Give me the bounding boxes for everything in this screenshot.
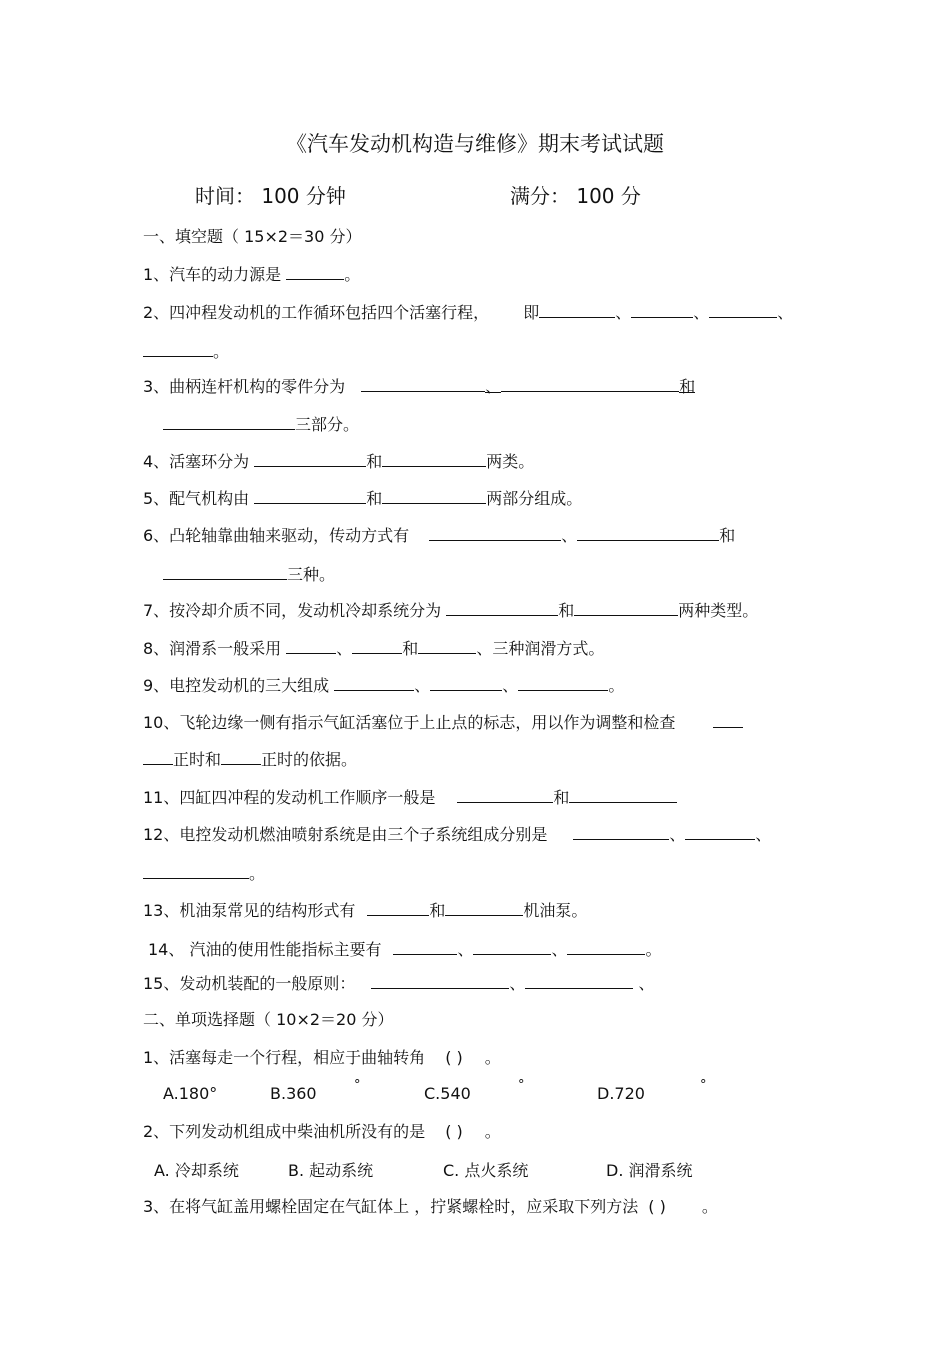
question-6: 6、凸轮轴靠曲轴来驱动，传动方式有 、 和	[143, 526, 736, 545]
question-12-cont: 。	[143, 862, 265, 885]
answer-blank[interactable]	[221, 748, 261, 765]
answer-blank[interactable]	[713, 711, 743, 728]
answer-blank[interactable]	[163, 563, 287, 580]
answer-blank[interactable]	[430, 674, 502, 691]
answer-blank[interactable]	[685, 823, 755, 840]
answer-blank[interactable]	[445, 899, 523, 916]
section-choice-heading: 二、单项选择题（ 10×2＝20 分）	[143, 1010, 394, 1029]
choice-1-option-a[interactable]: A.180°	[163, 1084, 218, 1103]
answer-blank[interactable]	[574, 599, 678, 616]
answer-blank[interactable]	[418, 637, 476, 654]
choice-2-option-a[interactable]: A. 冷却系统	[154, 1161, 239, 1180]
answer-blank[interactable]	[393, 938, 457, 955]
choice-1-option-c-unit: °	[518, 1078, 525, 1093]
question-6-cont: 三种。	[163, 563, 335, 586]
question-3: 3、曲柄连杆机构的零件分为 、 和	[143, 377, 696, 396]
exam-title: 《汽车发动机构造与维修》期末考试试题	[286, 132, 664, 156]
answer-blank[interactable]	[367, 899, 429, 916]
choice-1-option-b-unit: °	[354, 1078, 361, 1093]
answer-blank[interactable]	[631, 301, 693, 318]
answer-blank[interactable]	[539, 301, 615, 318]
answer-blank[interactable]	[371, 972, 509, 989]
answer-blank[interactable]	[567, 938, 645, 955]
answer-blank[interactable]	[286, 263, 344, 280]
answer-blank[interactable]	[334, 674, 414, 691]
question-5: 5、配气机构由 和 两部分组成。	[143, 489, 583, 508]
answer-blank[interactable]	[518, 674, 608, 691]
question-10: 10、飞轮边缘一侧有指示气缸活塞位于上止点的标志，用以作为调整和检查	[143, 711, 743, 734]
choice-1-option-d[interactable]: D.720	[597, 1084, 645, 1103]
question-1: 1、汽车的动力源是 。	[143, 265, 361, 284]
question-3-cont: 三部分。	[163, 413, 359, 436]
answer-blank[interactable]	[577, 524, 719, 541]
answer-blank[interactable]	[361, 375, 485, 392]
question-4: 4、活塞环分为 和 两类。	[143, 452, 535, 471]
choice-1-option-d-unit: °	[700, 1078, 707, 1093]
choice-question-3: 3、在将气缸盖用螺栓固定在气缸体上 ，拧紧螺栓时，应采取下列方法 ( ) 。	[143, 1197, 718, 1216]
answer-blank[interactable]	[457, 786, 553, 803]
question-11: 11、四缸四冲程的发动机工作顺序一般是 和	[143, 786, 677, 809]
answer-blank[interactable]	[143, 862, 249, 879]
choice-question-2: 2、下列发动机组成中柴油机所没有的是 ( ) 。	[143, 1122, 501, 1141]
question-15: 15、发动机装配的一般原则： 、 、	[143, 974, 655, 993]
answer-blank[interactable]	[709, 301, 777, 318]
answer-blank[interactable]	[501, 375, 679, 392]
score-label: 满分： 100 分	[510, 184, 641, 208]
question-7: 7、按冷却介质不同，发动机冷却系统分为 和 两种类型。	[143, 601, 759, 620]
choice-question-1: 1、活塞每走一个行程，相应于曲轴转角 ( ) 。	[143, 1048, 501, 1067]
answer-blank[interactable]	[569, 786, 677, 803]
answer-blank[interactable]	[382, 450, 486, 467]
answer-blank[interactable]	[429, 524, 561, 541]
answer-blank[interactable]	[352, 637, 402, 654]
question-14: 14、 汽油的使用性能指标主要有 、 、 。	[148, 940, 662, 959]
choice-1-option-b[interactable]: B.360	[270, 1084, 317, 1103]
section-fill-in-heading: 一、填空题（ 15×2＝30 分）	[143, 227, 362, 246]
question-13: 13、机油泵常见的结构形式有 和 机油泵。	[143, 901, 588, 920]
answer-blank[interactable]	[143, 340, 213, 357]
answer-blank[interactable]	[525, 972, 633, 989]
answer-blank[interactable]	[573, 823, 669, 840]
answer-blank[interactable]	[163, 413, 295, 430]
answer-blank[interactable]	[446, 599, 558, 616]
question-2-cont: 。	[143, 340, 229, 363]
question-10-cont: 正时和 正时的依据。	[143, 748, 357, 771]
answer-blank[interactable]	[286, 637, 336, 654]
question-9: 9、电控发动机的三大组成 、 、 。	[143, 676, 625, 695]
choice-2-option-d[interactable]: D. 润滑系统	[606, 1161, 693, 1180]
answer-blank[interactable]	[254, 450, 366, 467]
answer-blank[interactable]	[473, 938, 551, 955]
choice-1-option-c[interactable]: C.540	[424, 1084, 471, 1103]
time-label: 时间： 100 分钟	[195, 184, 346, 208]
choice-2-option-b[interactable]: B. 起动系统	[288, 1161, 374, 1180]
question-8: 8、润滑系一般采用 、 和 、三种润滑方式。	[143, 639, 605, 658]
answer-blank[interactable]	[382, 487, 486, 504]
answer-blank[interactable]	[254, 487, 366, 504]
answer-blank[interactable]	[143, 748, 173, 765]
question-2: 2、四冲程发动机的工作循环包括四个活塞行程， 即 、 、 、	[143, 303, 794, 322]
choice-2-option-c[interactable]: C. 点火系统	[443, 1161, 529, 1180]
question-12: 12、电控发动机燃油喷射系统是由三个子系统组成分别是 、 、	[143, 825, 772, 844]
